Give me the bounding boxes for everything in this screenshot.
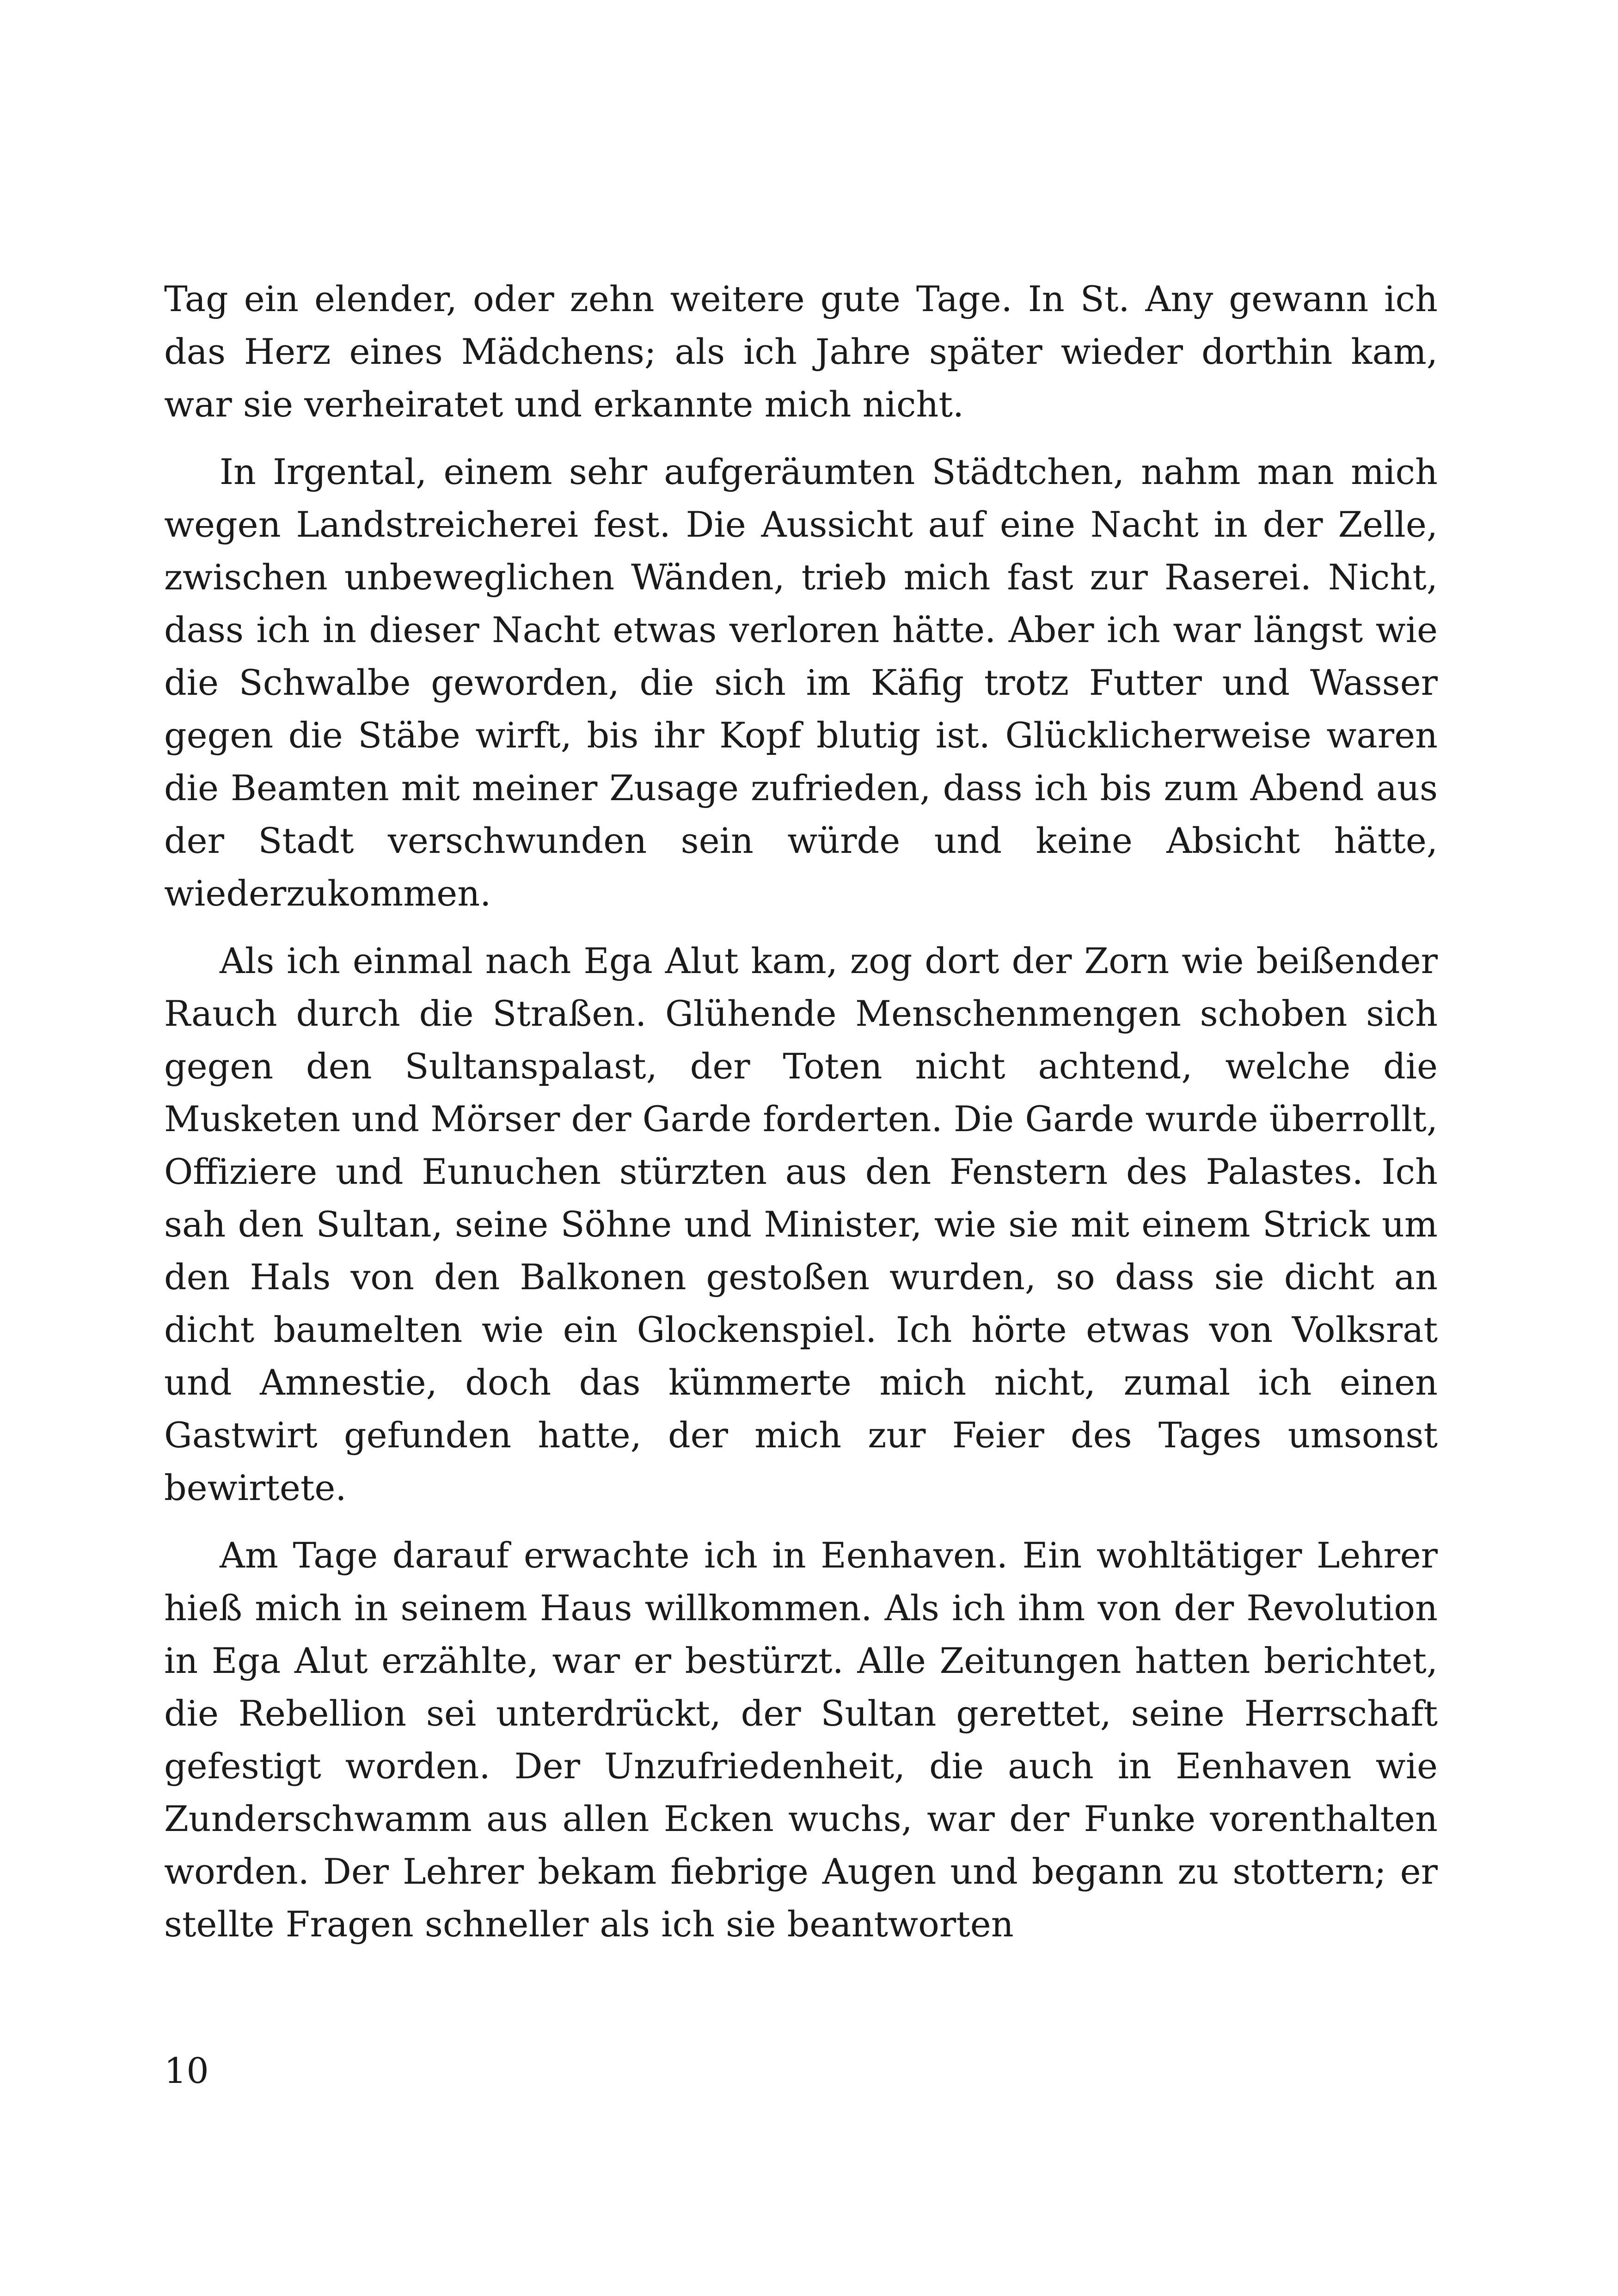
body-text [164,273,1438,1965]
page-number: 10 [164,2050,209,2091]
paragraph-4: Am Tage darauf erwachte ich in Eenhaven. Ein wohltätiger Lehrer hieß mich in seinem Haus willkommen. Als ich ihm von der Revolution in Ega Alut erzählte, war er bestürzt. Alle Zeitungen hatten berichtet, die Rebellion sei unterdrückt, der Sultan gerettet, seine Herrschaft gefestigt worden. Der Unzufriedenheit, die auch in Eenhaven wie Zunderschwamm aus allen Ecken wuchs, war der Funke vorenthalten worden. Der Lehrer bekam fiebrige Augen und begann zu stottern; er stellte Fragen schneller als ich sie beantworten [164,1535,1438,1945]
paragraph-3: Als ich einmal nach Ega Alut kam, zog dort der Zorn wie beißender Rauch durch die Straßen. Glühende Menschenmengen schoben sich gegen den Sultanspalast, der Toten nicht achtend, welche die Musketen und Mörser der Garde forderten. Die Garde wurde überrollt, Offiziere und Eunuchen stürzten aus den Fenstern des Palastes. Ich sah den Sultan, seine Söhne und Minister, wie sie mit einem Strick um den Hals von den Balkonen gestoßen wurden, so dass sie dicht an dicht baumelten wie ein Glockenspiel. Ich hörte etwas von Volksrat und Amnestie, doch das kümmerte mich nicht, zumal ich einen Gastwirt gefunden hatte, der mich zur Feier des Tages umsonst bewirtete. [164,940,1438,1508]
paragraph-1: Tag ein elender, oder zehn weitere gute Tage. In St. Any gewann ich das Herz eines Mädchens; als ich Jahre später wieder dorthin kam, war sie verheiratet und erkannte mich nicht. [164,278,1438,425]
paragraph-2: In Irgental, einem sehr aufgeräumten Städtchen, nahm man mich wegen Landstreicherei fest. Die Aussicht auf eine Nacht in der Zelle, zwischen unbeweglichen Wänden, trieb mich fast zur Raserei. Nicht, dass ich in dieser Nacht etwas verloren hätte. Aber ich war längst wie die Schwalbe geworden, die sich im Käfig trotz Futter und Wasser gegen die Stäbe wirft, bis ihr Kopf blutig ist. Glücklicherweise waren die Beamten mit meiner Zusage zufrieden, dass ich bis zum Abend aus der Stadt verschwunden sein würde und keine Absicht hätte, wiederzukommen. [164,451,1438,914]
